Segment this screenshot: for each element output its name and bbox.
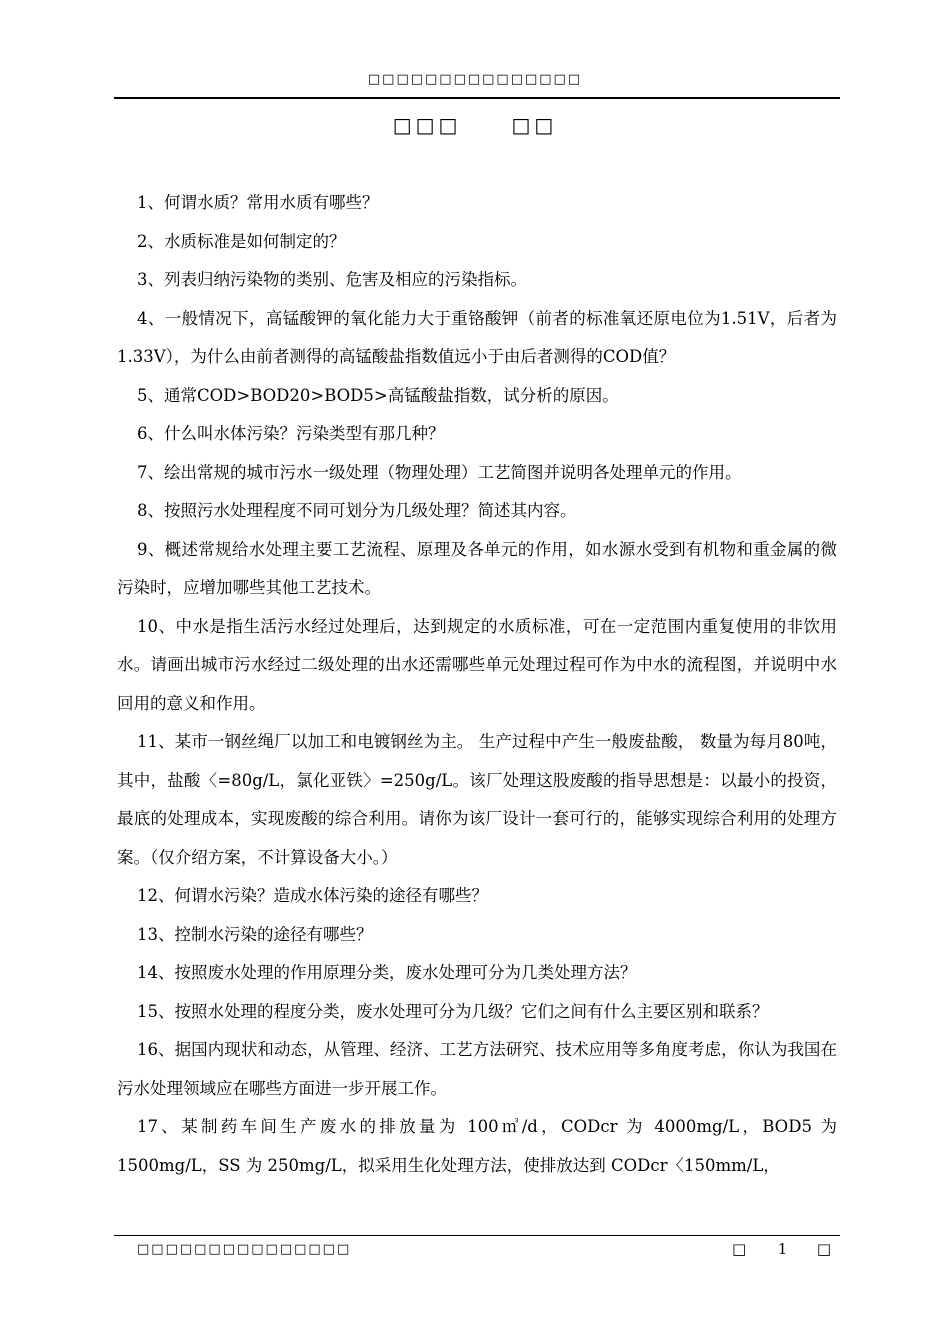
- question-2: 2、水质标准是如何制定的？: [137, 231, 346, 251]
- page-number-block: [732, 1240, 831, 1258]
- header-rule: [114, 97, 840, 99]
- question-list: [117, 184, 837, 1185]
- chapter-title: [0, 113, 950, 137]
- footer-rule: [114, 1235, 840, 1236]
- question-9: 9、概述常规给水处理主要工艺流程、原理及各单元的作用，如水源水受到有机物和重金属的微污染时，应增加哪些其他工艺技术。: [117, 539, 837, 597]
- chapter-title-part2: □□: [511, 113, 558, 137]
- footer-text: □□□□□□□□□□□□□□□: [137, 1242, 352, 1257]
- page-header: □□□□□□□□□□□□□□□: [367, 72, 583, 87]
- question-17: 17、某制药车间生产废水的排放量为 100㎥/d，CODcr 为 4000mg/L，BOD5 为1500mg/L，SS 为 250mg/L，拟采用生化处理方法，使排放达到 CODcr〈150mm/L，: [117, 1117, 837, 1175]
- question-12: 12、何谓水污染？造成水体污染的途径有哪些？: [137, 886, 488, 905]
- question-14: 14、按照废水处理的作用原理分类，废水处理可分为几类处理方法？: [137, 963, 637, 982]
- question-11: 11、某市一钢丝绳厂以加工和电镀钢丝为主。 生产过程中产生一般废盐酸， 数量为每月80吨，其中，盐酸〈=80g/L，氯化亚铁〉=250g/L。该厂处理这股废酸的指导思想是：以最小的投资，最底的处理成本，实现废酸的综合利用。请你为该厂设计一套可行的，能够实现综合利用的处理方案。（仅介绍方案，不计算设备大小。）: [117, 732, 837, 867]
- question-16: 16、据国内现状和动态，从管理、经济、工艺方法研究、技术应用等多角度考虑，你认为我国在污水处理领域应在哪些方面进一步开展工作。: [117, 1040, 837, 1098]
- chapter-title-part1: □□□: [392, 113, 462, 137]
- question-15: 15、按照水处理的程度分类，废水处理可分为几级？它们之间有什么主要区别和联系？: [137, 1001, 769, 1021]
- page-prefix: □: [732, 1240, 747, 1258]
- question-1: 1、何谓水质？常用水质有哪些？: [137, 193, 379, 212]
- question-10: 10、中水是指生活污水经过处理后，达到规定的水质标准，可在一定范围内重复使用的非饮用水。请画出城市污水经过二级处理的出水还需哪些单元处理过程可作为中水的流程图，并说明中水回用的意义和作用。: [117, 616, 837, 713]
- page-number: 1: [777, 1240, 788, 1258]
- question-5: 5、通常COD>BOD20>BOD5>高锰酸盐指数，试分析的原因。: [137, 385, 619, 405]
- question-7: 7、绘出常规的城市污水一级处理（物理处理）工艺简图并说明各处理单元的作用。: [137, 462, 742, 482]
- question-13: 13、控制水污染的途径有哪些？: [137, 924, 373, 944]
- page-suffix: □: [816, 1240, 832, 1258]
- question-3: 3、列表归纳污染物的类别、危害及相应的污染指标。: [137, 270, 527, 289]
- question-6: 6、什么叫水体污染？污染类型有那几种？: [137, 424, 445, 443]
- question-8: 8、按照污水处理程度不同可划分为几级处理？简述其内容。: [137, 501, 577, 520]
- question-4: 4、一般情况下，高锰酸钾的氧化能力大于重铬酸钾（前者的标准氧还原电位为1.51V，后者为1.33V），为什么由前者测得的高锰酸盐指数值远小于由后者测得的COD值？: [117, 308, 837, 366]
